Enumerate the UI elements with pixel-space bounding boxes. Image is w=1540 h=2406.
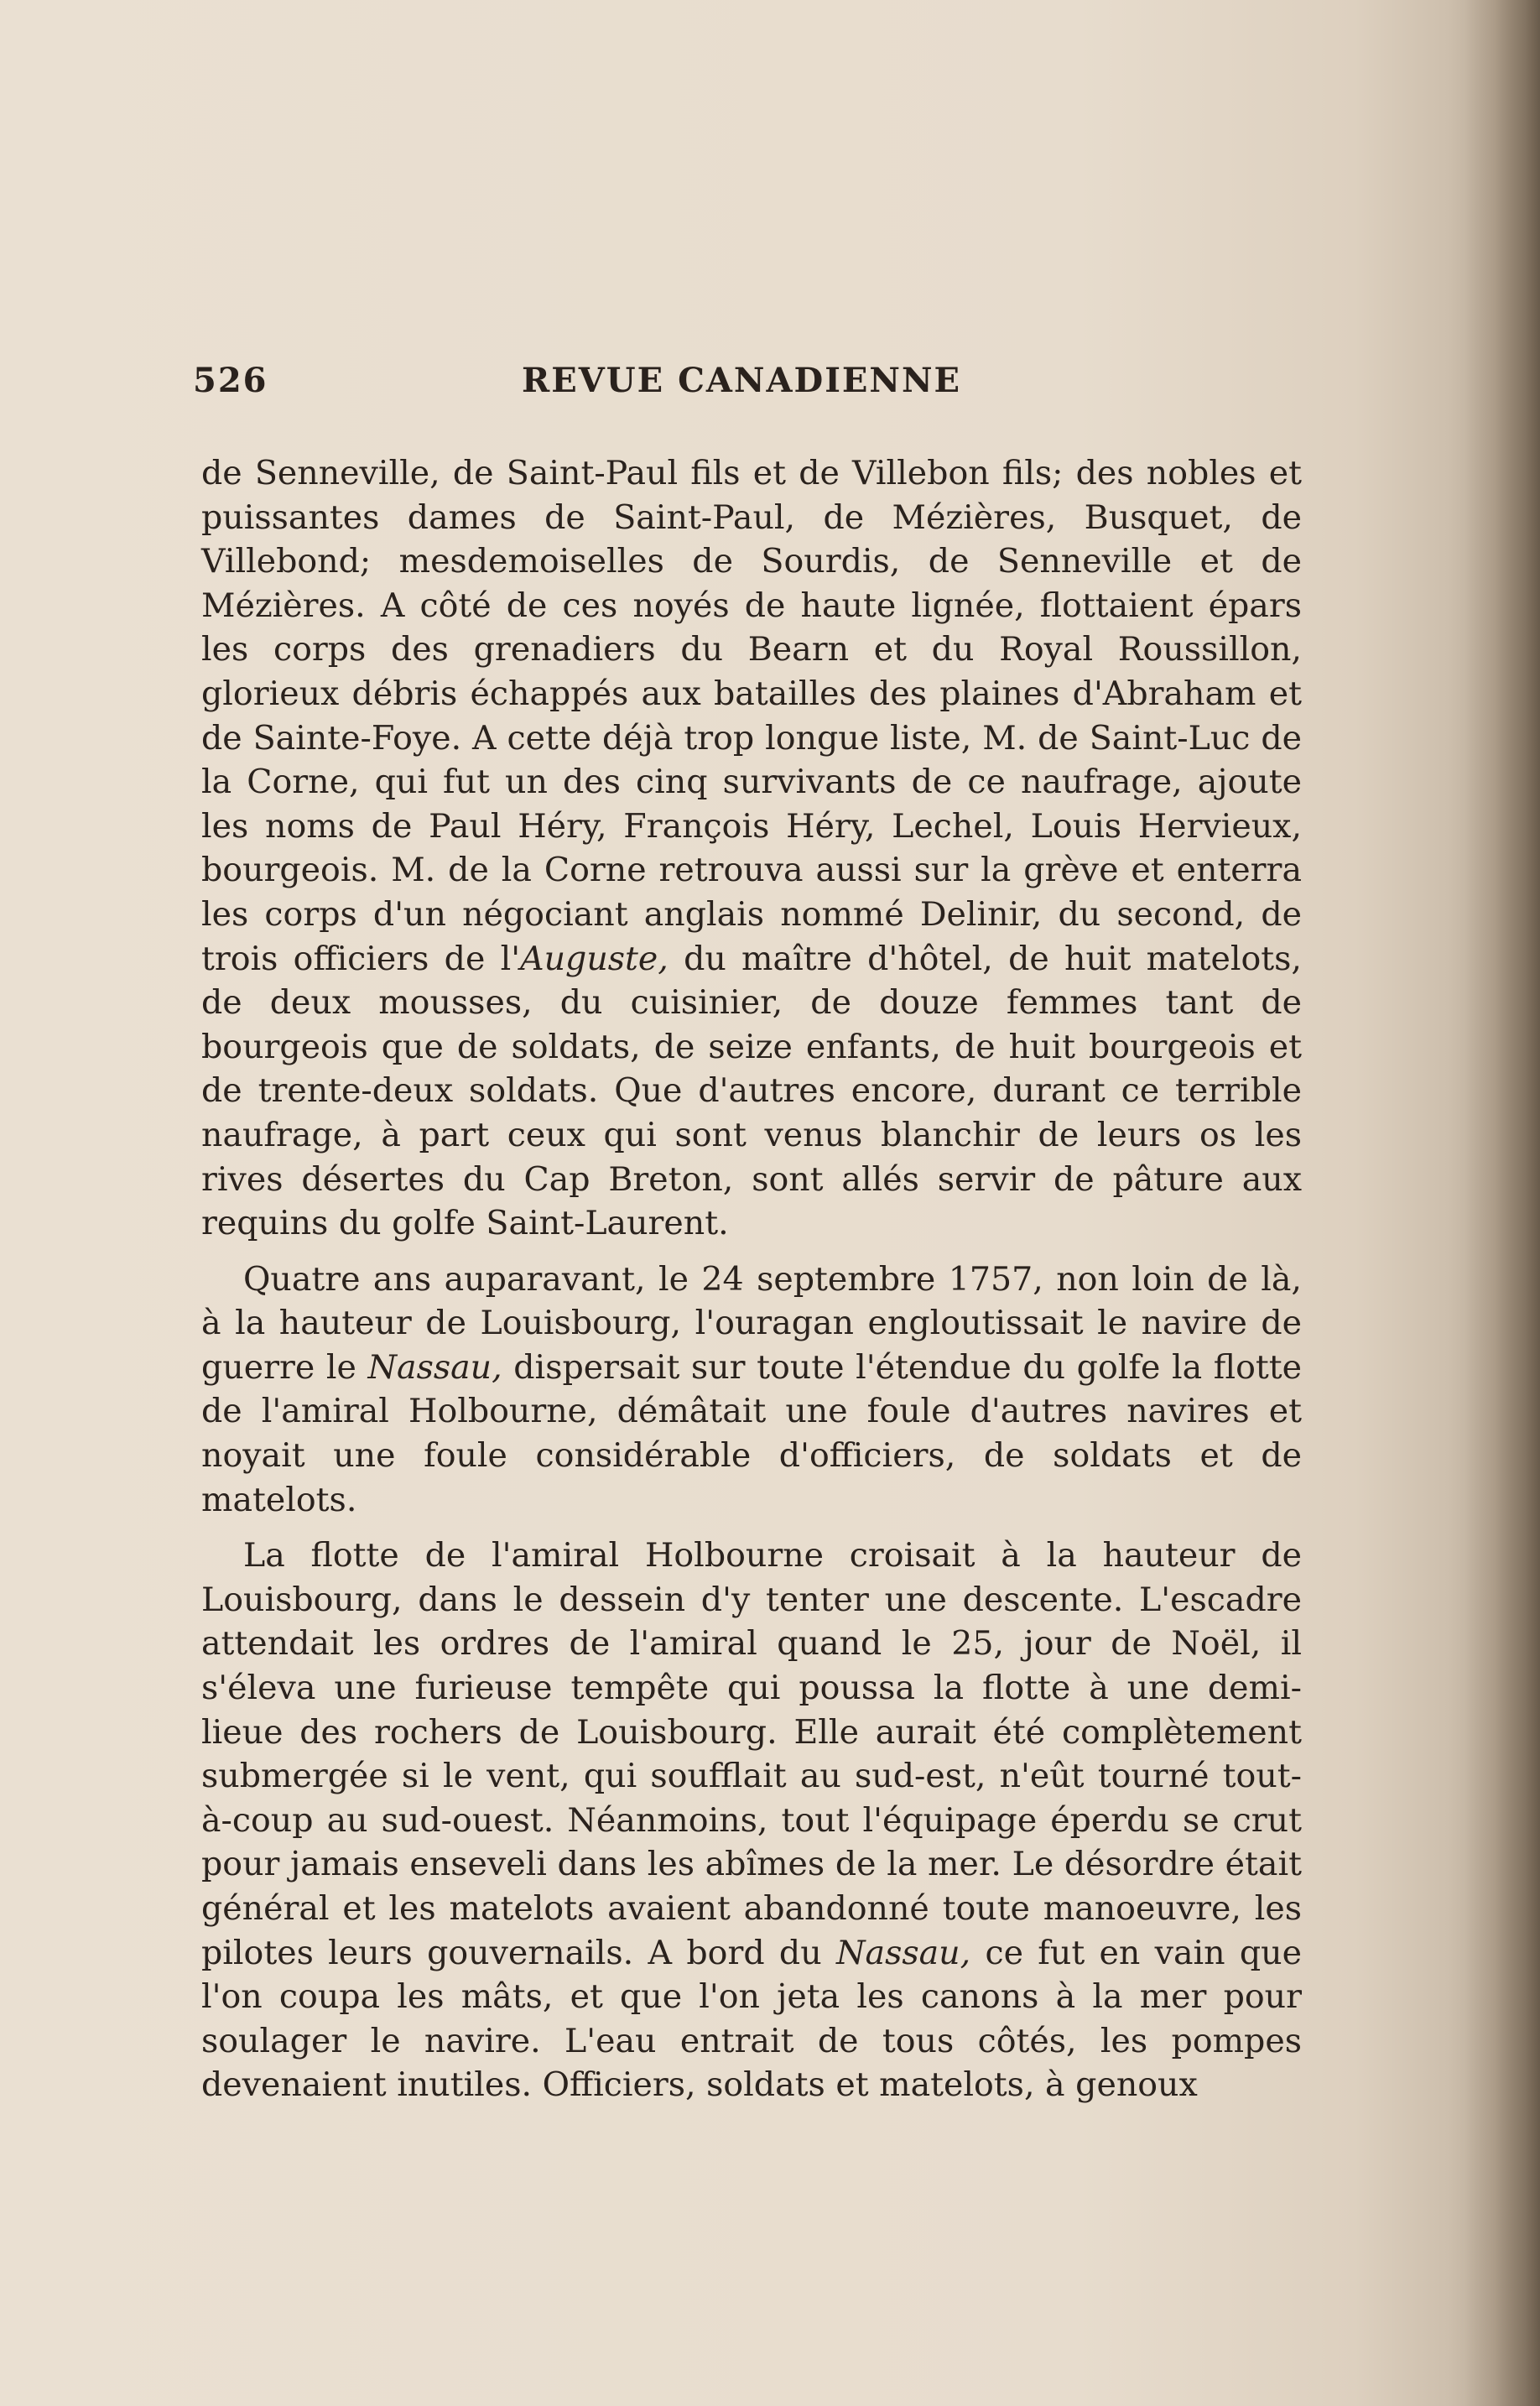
- page-header: [193, 361, 1334, 411]
- page-edge-shadow: [1465, 0, 1540, 2406]
- paragraph: [201, 1258, 1302, 1523]
- paragraph-text: Quatre ans auparavant, le 24 septembre 1757, non loin de là, à la hauteur de Louisbourg, l'ouragan engloutissait le navire de guerre le: [201, 1259, 1302, 1387]
- body-text: [201, 451, 1302, 2119]
- ship-name: Auguste,: [520, 939, 669, 978]
- paragraph-continued: [201, 451, 1302, 1246]
- running-title: REVUE CANADIENNE: [522, 361, 962, 400]
- paragraph-text: dispersait sur toute l'étendue du golfe la flotte de l'amiral Holbourne, démâtait une foule d'autres navires et noyait une foule considérable d'officiers, de soldats et de matelots.: [201, 1347, 1302, 1519]
- paragraph-text: La flotte de l'amiral Holbourne croisait à la hauteur de Louisbourg, dans le dessein d'y tenter une descente. L'escadre attendait les ordres de l'amiral quand le 25, jour de Noël, il s'éleva une furieuse tempête qui poussa la flotte à une demi-lieue des rochers de Louisbourg. Elle aurait été complètement submergée si le vent, qui soufflait au sud-est, n'eût tourné tout-à-coup au sud-ouest. Néanmoins, tout l'équipage éperdu se crut pour jamais enseveli dans les abîmes de la mer. Le désordre était général et les matelots avaient abandonné toute manoeuvre, les pilotes leurs gouvernails. A bord du: [201, 1536, 1302, 1972]
- paragraph-text: du maître d'hôtel, de huit matelots, de deux mousses, du cuisinier, de douze femmes tant de bourgeois que de soldats, de seize enfants, de huit bourgeois et de trente-deux soldats. Que d'autres encore, durant ce terrible naufrage, à part ceux qui sont venus blanchir de leurs os les rives désertes du Cap Breton, sont allés servir de pâture aux requins du golfe Saint-Laurent.: [201, 939, 1302, 1243]
- paragraph: [201, 1534, 1302, 2107]
- ship-name: Nassau,: [367, 1347, 502, 1387]
- page-number: 526: [193, 361, 268, 400]
- ship-name: Nassau,: [835, 1933, 971, 1972]
- paragraph-text: de Senneville, de Saint-Paul fils et de Villebon fils; des nobles et puissantes dames de Saint-Paul, de Mézières, Busquet, de Villebond; mesdemoiselles de Sourdis, de Senneville et de Mézières. A côté de ces noyés de haute lignée, flottaient épars les corps des grenadiers du Bearn et du Royal Roussillon, glorieux débris échappés aux batailles des plaines d'Abraham et de Sainte-Foye. A cette déjà trop longue liste, M. de Saint-Luc de la Corne, qui fut un des cinq survivants de ce naufrage, ajoute les noms de Paul Héry, François Héry, Lechel, Louis Hervieux, bourgeois. M. de la Corne retrouva aussi sur la grève et enterra les corps d'un négociant anglais nommé Delinir, du second, de trois officiers de l': [201, 454, 1302, 978]
- paragraph-text: ce fut en vain que l'on coupa les mâts, et que l'on jeta les canons à la mer pour soulager le navire. L'eau entrait de tous côtés, les pompes devenaient inutiles. Officiers, soldats et matelots, à genoux: [201, 1933, 1302, 2105]
